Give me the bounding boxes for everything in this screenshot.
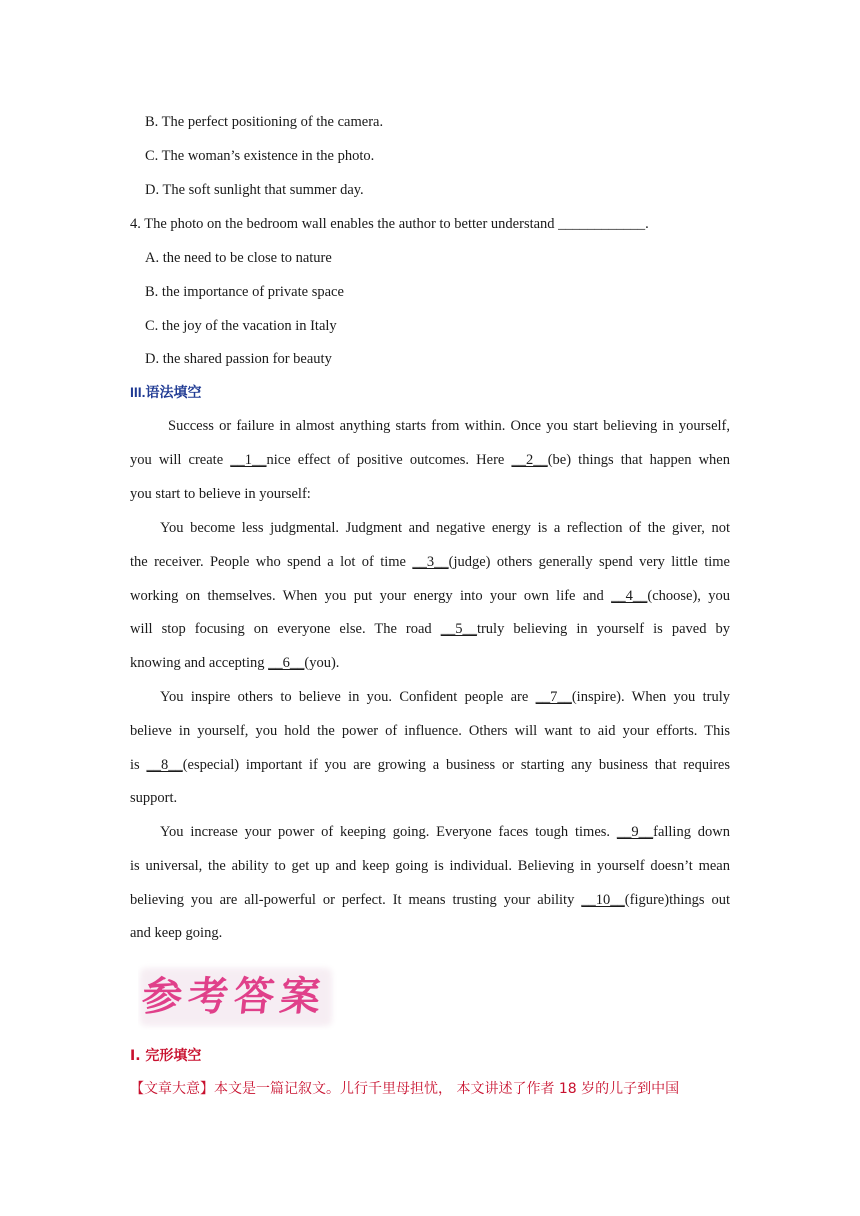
paragraph-1 [130,416,730,504]
paragraph-line: the receiver. People who spend a lot of time __3__(judge) others generally spend very little time [130,553,730,570]
paragraph-line: support. [130,790,178,807]
paragraph-line: working on themselves. When you put your energy into your own life and __4__(choose), you [130,587,730,604]
blank-5: __5__ [440,621,477,638]
answer-summary-text: 【文章大意】本文是一篇记叙文。儿行千里母担忧， 本文讲述了作者 18 岁的儿子到中国 [130,1081,680,1097]
q4-option-d: D. the shared passion for beauty [145,351,332,367]
paragraph-line: is universal, the ability to get up and keep going is individual. Believing in yourself doesn’t mean [130,857,730,874]
paragraph-line: you start to believe in yourself: [130,485,311,502]
svg-text:参考答案: 参考答案 [139,974,329,1020]
q3-option-d: D. The soft sunlight that summer day. [145,182,364,198]
answer-key-banner [138,960,338,1030]
paragraph-line: is __8__(especial) important if you are growing a business or starting any business that requires [130,756,730,773]
section-title-grammar: III.语法填空 [130,384,202,400]
q4-option-b: B. the importance of private space [145,284,344,300]
q4-option-c: C. the joy of the vacation in Italy [145,318,337,334]
paragraph-line: believing you are all-powerful or perfect. It means trusting your ability __10__(figure)things out [130,891,731,908]
answer-key-banner-graphic [138,960,338,1030]
paragraph-line: will stop focusing on everyone else. The road __5__truly believing in yourself is paved by [130,621,730,638]
blank-1: __1__ [230,451,267,468]
blank-10: __10__ [581,891,625,908]
q3-option-b: B. The perfect positioning of the camera. [145,114,384,130]
blank-4: __4__ [611,587,648,604]
paragraph-line: and keep going. [130,925,223,942]
blank-6: __6__ [268,655,305,672]
q3-option-c: C. The woman’s existence in the photo. [145,148,375,164]
paragraph-line: knowing and accepting __6__(you). [130,655,340,672]
paragraph-4 [130,822,730,943]
paragraph-line: you will create __1__nice effect of positive outcomes. Here __2__(be) things that happen when [130,451,730,468]
paragraph-line: You inspire others to believe in you. Confident people are __7__(inspire). When you truly [160,689,730,705]
answer-section-heading: I. 完形填空 [130,1048,202,1064]
paragraph-line: believe in yourself, you hold the power of influence. Others will want to aid your efforts. This [130,722,730,739]
blank-9: __9__ [616,824,654,840]
paragraph-line: Success or failure in almost anything starts from within. Once you start believing in yourself, [168,418,730,434]
blank-8: __8__ [146,756,183,773]
q4-option-a: A. the need to be close to nature [145,250,332,266]
blank-2: __2__ [511,451,548,468]
blank-7: __7__ [535,689,572,705]
paragraph-3 [130,687,730,808]
paragraph-2 [130,518,730,673]
paragraph-line: You increase your power of keeping going. Everyone faces tough times. __9__falling down [160,824,730,840]
blank-3: __3__ [412,553,449,570]
q4-stem: 4. The photo on the bedroom wall enables the author to better understand ____________. [130,216,649,232]
paragraph-line: You become less judgmental. Judgment and negative energy is a reflection of the giver, not [160,520,730,536]
